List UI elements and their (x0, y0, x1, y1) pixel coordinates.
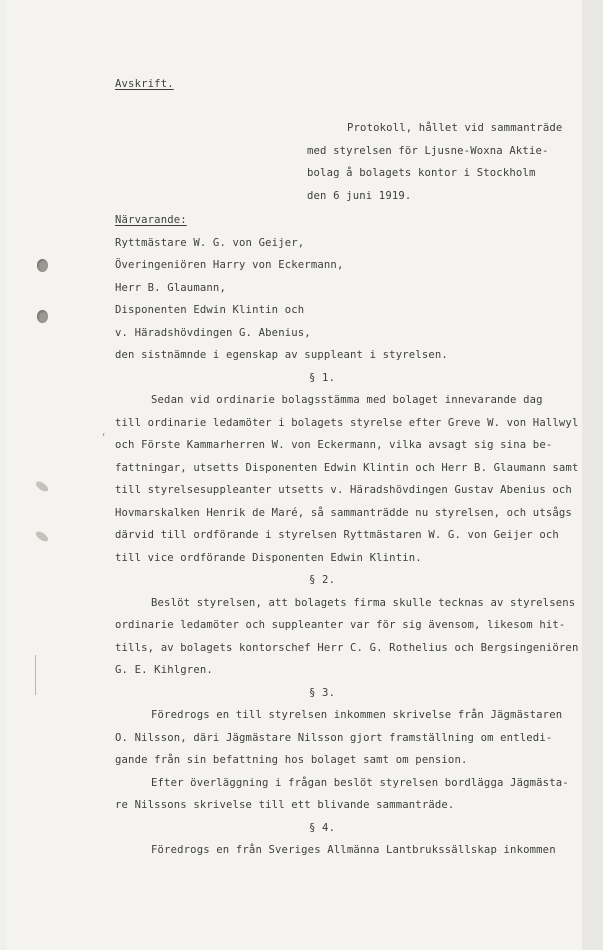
avskrift-heading: Avskrift. (115, 78, 174, 90)
section-number: § 3. (309, 687, 336, 699)
attendee-line: Herr B. Glaumann, (115, 282, 226, 294)
paragraph-line: Föredrogs en till styrelsen inkommen skrivelse från Jägmästaren (151, 709, 563, 721)
attendee-line: v. Häradshövdingen G. Abenius, (115, 327, 311, 339)
paragraph-line: därvid till ordförande i styrelsen Ryttmästaren W. G. von Geijer och (115, 529, 559, 541)
punch-hole (37, 259, 48, 272)
paragraph-line: och Förste Kammarherren W. von Eckermann, vilka avsagt sig sina be- (115, 439, 553, 451)
paragraph-line: G. E. Kihlgren. (115, 664, 213, 676)
attendee-line: Överingeniören Harry von Eckermann, (115, 259, 344, 271)
section-number: § 1. (309, 372, 336, 384)
intro-line: Protokoll, hållet vid sammanträde (347, 122, 563, 134)
attendee-line: den sistnämnde i egenskap av suppleant i styrelsen. (115, 349, 448, 361)
paragraph-line: tills, av bolagets kontorschef Herr C. G. Rothelius och Bergsingeniören (115, 642, 579, 654)
paper-mark (35, 655, 36, 695)
paragraph-line: till ordinarie ledamöter i bolagets styrelse efter Greve W. von Hallwyl (115, 417, 579, 429)
paragraph-line: re Nilssons skrivelse till ett blivande sammanträde. (115, 799, 455, 811)
paragraph-line: Sedan vid ordinarie bolagsstämma med bolaget innevarande dag (151, 394, 543, 406)
paragraph-line: till styrelsesuppleanter utsetts v. Häradshövdingen Gustav Abenius och (115, 484, 572, 496)
paragraph-line: Efter överläggning i frågan beslöt styrelsen bordlägga Jägmästa- (151, 777, 569, 789)
paragraph-line: O. Nilsson, däri Jägmästare Nilsson gjort framställning om entledi- (115, 732, 553, 744)
paragraph-line: ordinarie ledamöter och suppleanter var för sig ävensom, likesom hit- (115, 619, 566, 631)
paragraph-line: gande från sin befattning hos bolaget samt om pension. (115, 754, 468, 766)
paragraph-line: Hovmarskalken Henrik de Maré, så sammanträdde nu styrelsen, och utsågs (115, 507, 572, 519)
punch-hole (37, 310, 48, 323)
paragraph-line: fattningar, utsetts Disponenten Edwin Klintin och Herr B. Glaumann samt (115, 462, 579, 474)
paragraph-line: till vice ordförande Disponenten Edwin Klintin. (115, 552, 422, 564)
attendees-heading: Närvarande: (115, 214, 187, 226)
section-number: § 4. (309, 822, 336, 834)
intro-line: den 6 juni 1919. (307, 190, 412, 202)
page-edge (582, 0, 603, 950)
paragraph-line: Föredrogs en från Sveriges Allmänna Lantbrukssällskap inkommen (151, 844, 556, 856)
paragraph-line: Beslöt styrelsen, att bolagets firma skulle tecknas av styrelsens (151, 597, 576, 609)
intro-line: med styrelsen för Ljusne-Woxna Aktie- (307, 145, 549, 157)
attendee-line: Disponenten Edwin Klintin och (115, 304, 305, 316)
margin-mark: , (101, 428, 107, 438)
intro-line: bolag å bolagets kontor i Stockholm (307, 167, 536, 179)
attendee-line: Ryttmästare W. G. von Geijer, (115, 237, 305, 249)
section-number: § 2. (309, 574, 336, 586)
